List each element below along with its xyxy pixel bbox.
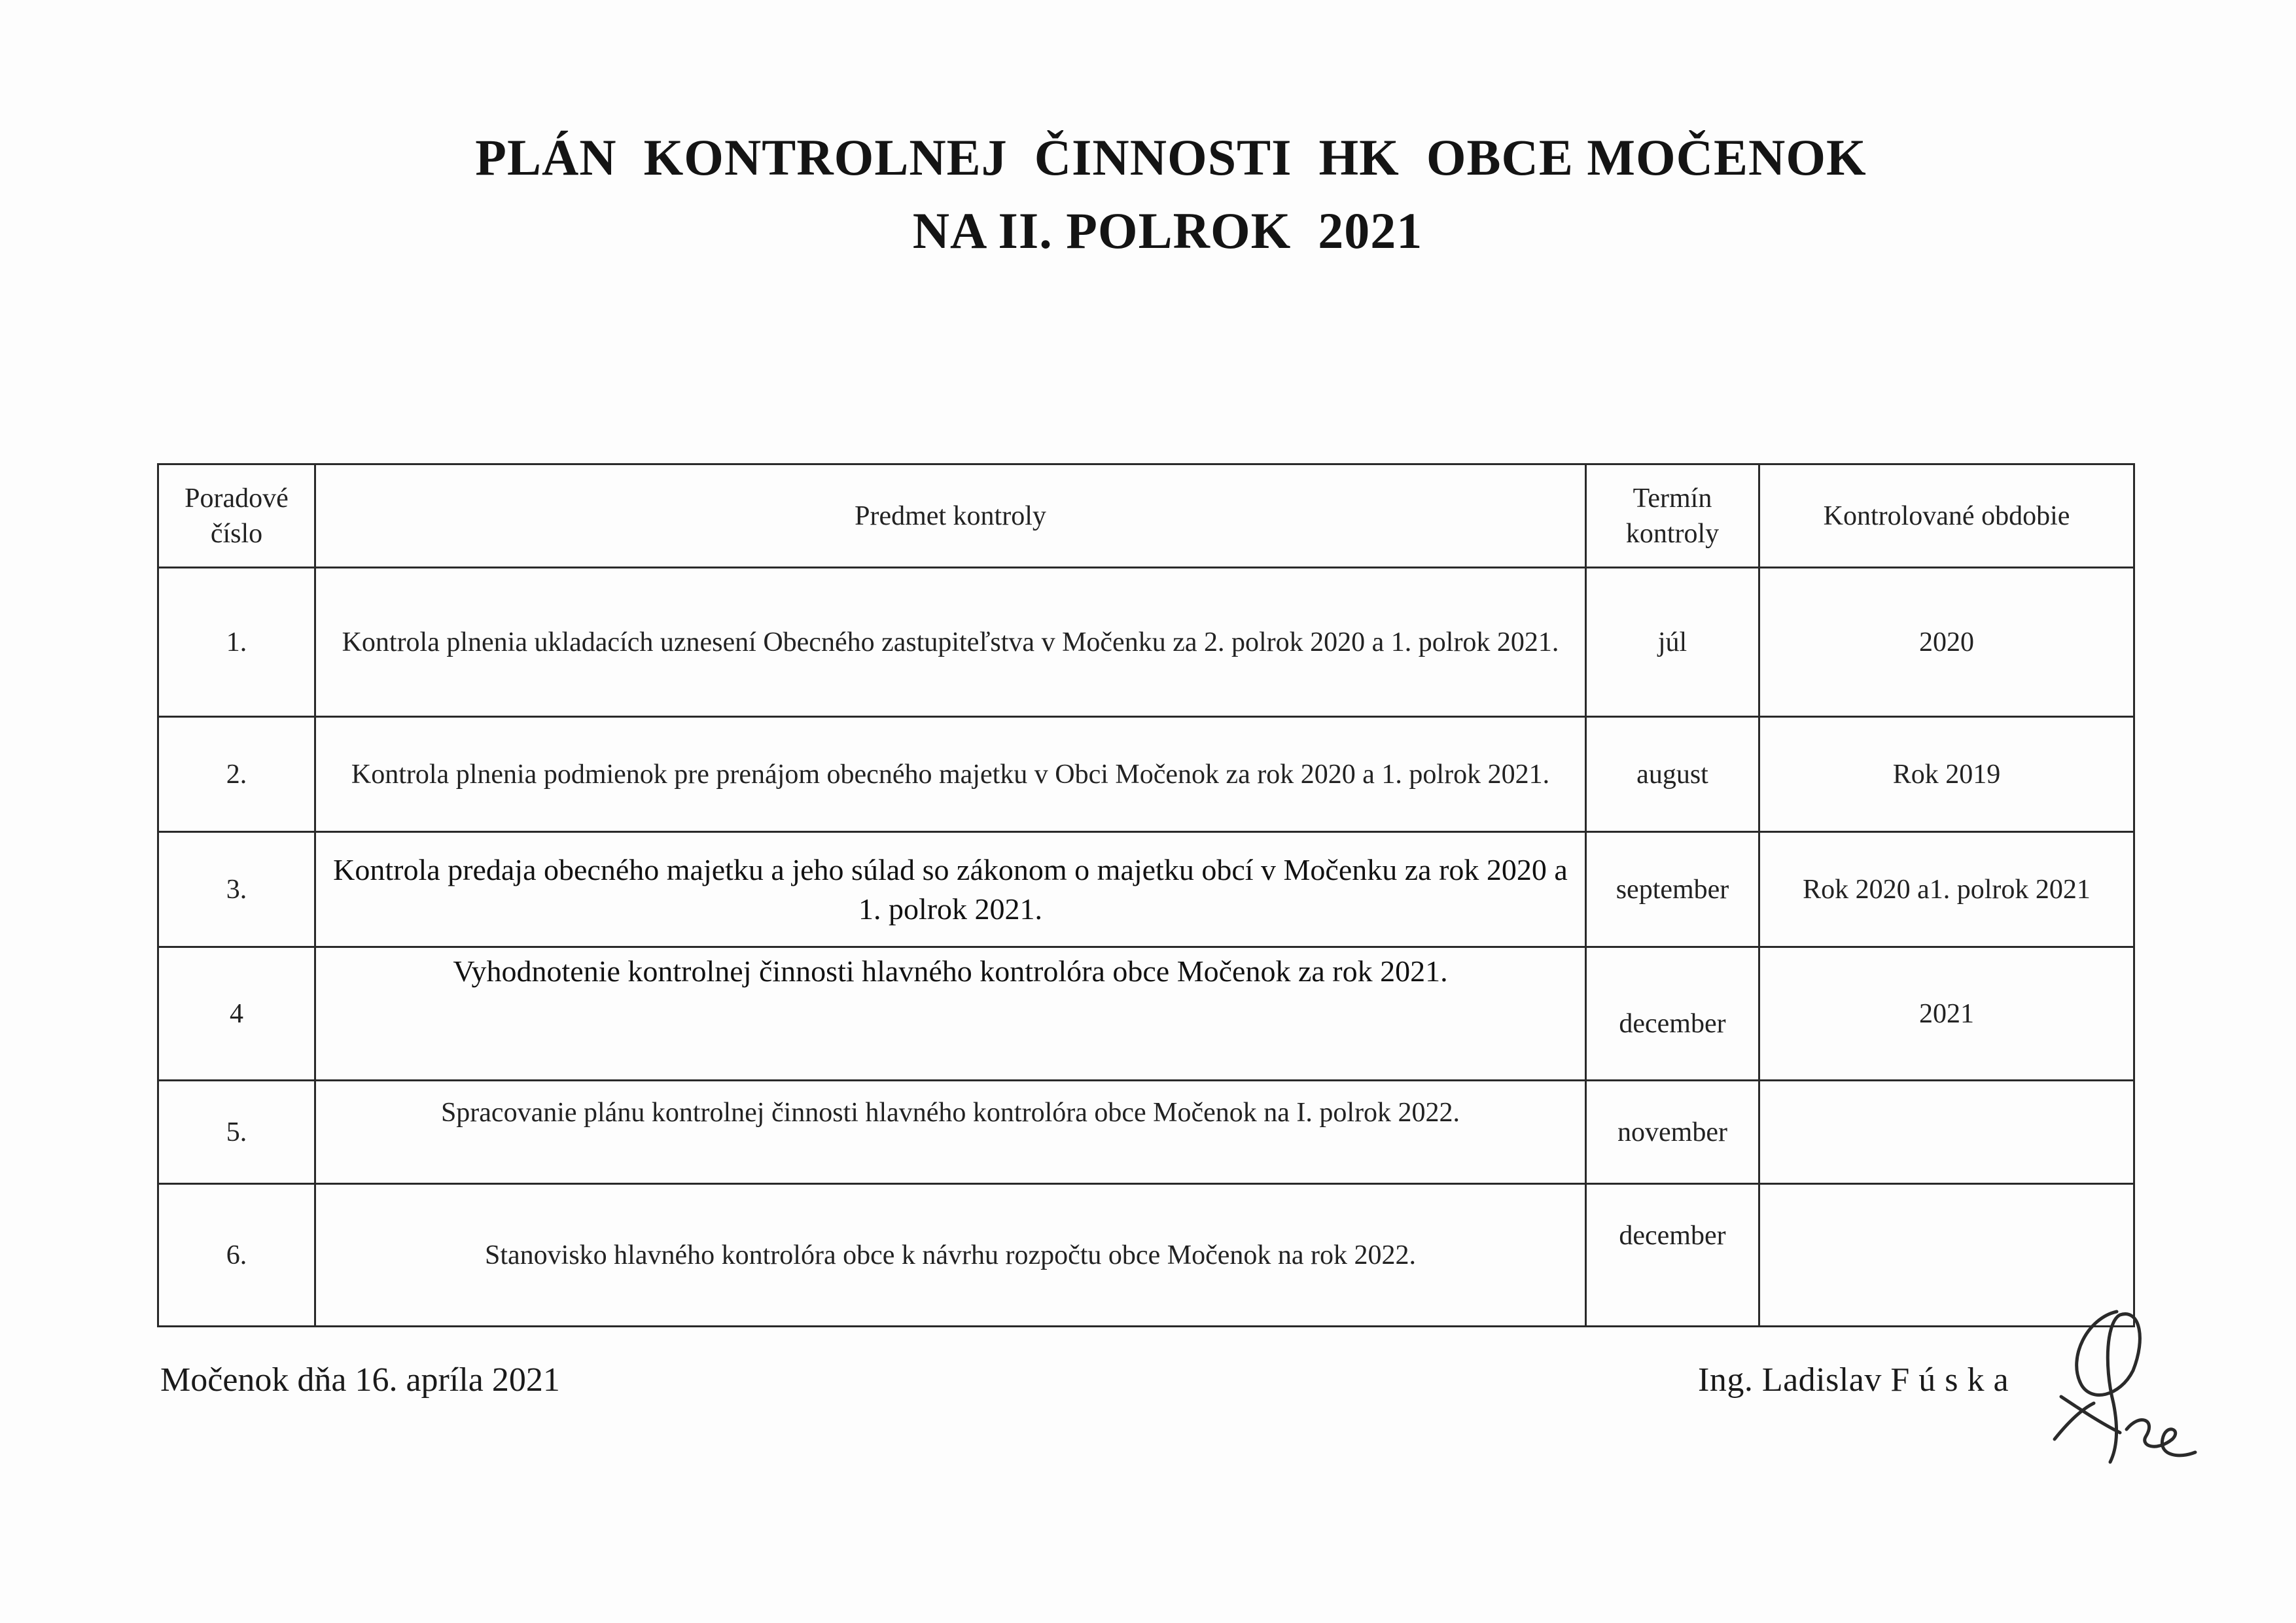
- row-term: august: [1586, 717, 1759, 832]
- table-row: [158, 832, 2134, 947]
- row-number: 2.: [158, 717, 315, 832]
- row-period: Rok 2019: [1759, 717, 2134, 832]
- row-subject: Stanovisko hlavného kontrolóra obce k návrhu rozpočtu obce Močenok na rok 2022.: [315, 1184, 1586, 1327]
- signatory-name: Ing. Ladislav F ú s k a: [1698, 1361, 2009, 1399]
- row-period: Rok 2020 a1. polrok 2021: [1759, 832, 2134, 947]
- row-number: 3.: [158, 832, 315, 947]
- row-term: november: [1586, 1081, 1759, 1184]
- row-term: júl: [1586, 568, 1759, 717]
- title-line-1: PLÁN KONTROLNEJ ČINNOSTI HK OBCE MOČENOK: [475, 129, 1867, 186]
- table-row: [158, 1184, 2134, 1327]
- header-period: Kontrolované obdobie: [1759, 464, 2134, 568]
- row-term: september: [1586, 832, 1759, 947]
- title-line-2: NA II. POLROK 2021: [912, 202, 1423, 259]
- control-plan-table: [157, 463, 2135, 1327]
- place-and-date: Močenok dňa 16. apríla 2021: [160, 1361, 560, 1399]
- table-header-row: [158, 464, 2134, 568]
- row-subject: Kontrola plnenia ukladacích uznesení Obecného zastupiteľstva v Močenku za 2. polrok 2020 a 1. polrok 2021.: [315, 568, 1586, 717]
- row-term: december: [1586, 1184, 1759, 1327]
- row-period: [1759, 1081, 2134, 1184]
- row-number: 5.: [158, 1081, 315, 1184]
- table-row: [158, 717, 2134, 832]
- row-period: 2020: [1759, 568, 2134, 717]
- row-subject: Spracovanie plánu kontrolnej činnosti hlavného kontrolóra obce Močenok na I. polrok 2022.: [315, 1081, 1586, 1184]
- document-title: [0, 121, 2296, 268]
- table-row: [158, 1081, 2134, 1184]
- row-term: december: [1586, 947, 1759, 1081]
- header-term: Termín kontroly: [1586, 464, 1759, 568]
- header-subject: Predmet kontroly: [315, 464, 1586, 568]
- header-number: Poradové číslo: [158, 464, 315, 568]
- row-subject: Kontrola predaja obecného majetku a jeho súlad so zákonom o majetku obcí v Močenku za rok 2020 a 1. polrok 2021.: [315, 832, 1586, 947]
- row-period: 2021: [1759, 947, 2134, 1081]
- row-number: 4: [158, 947, 315, 1081]
- row-subject: Kontrola plnenia podmienok pre prenájom obecného majetku v Obci Močenok za rok 2020 a 1. polrok 2021.: [315, 717, 1586, 832]
- row-subject: Vyhodnotenie kontrolnej činnosti hlavného kontrolóra obce Močenok za rok 2021.: [315, 947, 1586, 1081]
- row-number: 1.: [158, 568, 315, 717]
- row-number: 6.: [158, 1184, 315, 1327]
- table-row: [158, 568, 2134, 717]
- table-row: [158, 947, 2134, 1081]
- handwritten-signature: [2041, 1299, 2199, 1469]
